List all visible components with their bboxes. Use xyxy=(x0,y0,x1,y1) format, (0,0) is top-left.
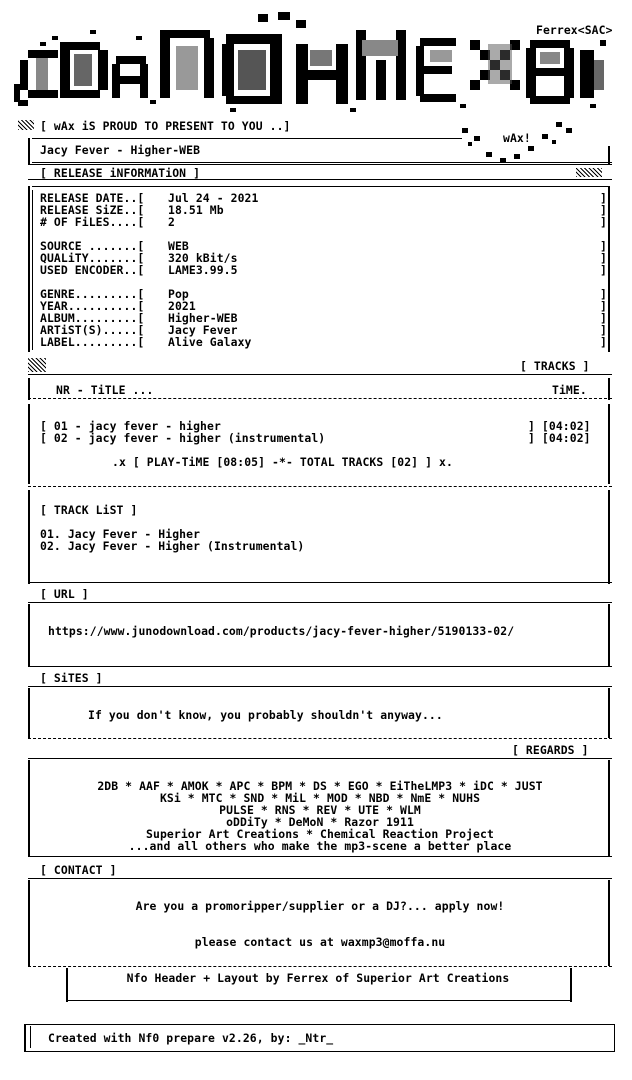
col-time-header: TiME. xyxy=(552,383,587,397)
tracklist-item: 01. Jacy Fever - Higher xyxy=(40,527,201,541)
info-value: Jul 24 - 2021 xyxy=(168,191,259,205)
info-value: WEB xyxy=(168,239,189,253)
info-key: QUALiTY.......[ xyxy=(40,251,145,265)
info-value: 2 xyxy=(168,215,175,229)
playtime-summary: .x [ PLAY-TiME [08:05] -*- TOTAL TRACKS [02] ] x. xyxy=(112,455,453,469)
release-url-link[interactable]: https://www.junodownload.com/products/jacy-fever-higher/5190133-02/ xyxy=(48,624,515,638)
info-value: Alive Galaxy xyxy=(168,335,252,349)
regards-line: KSi * MTC * SND * MiL * MOD * NBD * NmE * NUHS xyxy=(159,791,481,805)
track-row-2-time: ] [04:02] xyxy=(528,431,591,445)
regards-line: 2DB * AAF * AMOK * APC * BPM * DS * EGO * EiTheLMP3 * iDC * JUST xyxy=(97,779,543,793)
tracklist-item: 02. Jacy Fever - Higher (Instrumental) xyxy=(40,539,305,553)
info-key: YEAR..........[ xyxy=(40,299,145,313)
info-bracket: ] xyxy=(600,323,607,337)
right-rail xyxy=(608,688,610,738)
layout-credit: Nfo Header + Layout by Ferrex of Superior Art Creations xyxy=(126,971,510,985)
wax-tag: wAx! xyxy=(503,131,531,145)
left-rail xyxy=(28,880,30,966)
left-rail xyxy=(28,760,30,856)
rule xyxy=(28,966,612,967)
right-rail xyxy=(608,146,610,164)
hatch-decoration xyxy=(576,168,602,177)
presents-line: [ wAx iS PROUD TO PRESENT TO YOU ..] xyxy=(40,119,291,133)
track-row-1-time: ] [04:02] xyxy=(528,419,591,433)
url-label: [ URL ] xyxy=(40,587,89,601)
info-key: USED ENCODER..[ xyxy=(40,263,145,277)
right-rail xyxy=(608,490,610,584)
left-rail xyxy=(28,604,30,666)
info-value: Pop xyxy=(168,287,189,301)
left-rail xyxy=(28,688,30,738)
info-value: 2021 xyxy=(168,299,196,313)
track-row-1: [ 01 - jacy fever - higher xyxy=(40,419,221,433)
info-bracket: ] xyxy=(600,239,607,253)
info-value: Higher-WEB xyxy=(168,311,238,325)
col-title-header: NR - TiTLE ... xyxy=(56,383,154,397)
rule xyxy=(28,878,612,879)
track-row-2: [ 02 - jacy fever - higher (instrumental) xyxy=(40,431,326,445)
contact-email[interactable]: please contact us at waxmp3@moffa.nu xyxy=(194,935,446,949)
info-value: Jacy Fever xyxy=(168,323,238,337)
info-key: SOURCE .......[ xyxy=(40,239,145,253)
right-rail xyxy=(608,604,610,666)
right-rail xyxy=(608,378,610,400)
left-rail xyxy=(28,186,30,352)
right-rail xyxy=(608,880,610,966)
left-rail xyxy=(28,378,30,400)
contact-label: [ CONTACT ] xyxy=(40,863,117,877)
info-key: ALBUM.........[ xyxy=(40,311,145,325)
info-key: ARTiST(S).....[ xyxy=(40,323,145,337)
info-bracket: ] xyxy=(600,335,607,349)
regards-line: Superior Art Creations * Chemical Reaction Project xyxy=(146,827,494,841)
regards-line: oDDiTy * DeMoN * Razor 1911 xyxy=(226,815,414,829)
hatch-decoration xyxy=(28,358,46,372)
info-key: # OF FiLES....[ xyxy=(40,215,145,229)
info-key: GENRE.........[ xyxy=(40,287,145,301)
contact-question: Are you a promoripper/supplier or a DJ?... apply now! xyxy=(135,899,505,913)
info-bracket: ] xyxy=(600,287,607,301)
rule xyxy=(28,582,612,583)
rule xyxy=(28,374,612,375)
info-bracket: ] xyxy=(600,311,607,325)
left-rail xyxy=(28,404,30,484)
rule xyxy=(28,856,612,857)
rule xyxy=(28,738,612,739)
rule xyxy=(28,602,612,603)
info-bracket: ] xyxy=(600,215,607,229)
left-rail-inner xyxy=(32,190,33,350)
left-rail xyxy=(28,138,30,164)
info-value: 320 kBit/s xyxy=(168,251,238,265)
info-bracket: ] xyxy=(600,203,607,217)
info-bracket: ] xyxy=(600,299,607,313)
hatch-decoration xyxy=(18,120,34,130)
rule xyxy=(68,1000,570,1001)
info-bracket: ] xyxy=(600,191,607,205)
info-bracket: ] xyxy=(600,251,607,265)
rule xyxy=(28,758,612,759)
regards-line: ...and all others who make the mp3-scene a better place xyxy=(128,839,512,853)
right-rail xyxy=(608,186,610,352)
info-value: 18.51 Mb xyxy=(168,203,224,217)
right-rail xyxy=(570,968,572,1002)
release-title: Jacy Fever - Higher-WEB xyxy=(40,143,201,157)
ferrex-credit: Ferrex<SAC> xyxy=(536,23,613,37)
release-info-label: [ RELEASE iNFORMATiON ] xyxy=(40,166,201,180)
right-rail xyxy=(608,760,610,856)
info-key: RELEASE DATE..[ xyxy=(40,191,145,205)
tracklist-label: [ TRACK LiST ] xyxy=(40,503,138,517)
regards-label: [ REGARDS ] xyxy=(512,743,589,757)
created-with-text: Created with Nf0 prepare v2.26, by: _Ntr_ xyxy=(48,1031,334,1045)
info-key: RELEASE SiZE..[ xyxy=(40,203,145,217)
rule xyxy=(32,186,610,187)
rule xyxy=(28,398,612,399)
right-rail xyxy=(608,404,610,484)
left-rail xyxy=(28,490,30,584)
rule xyxy=(28,666,612,667)
rule xyxy=(28,686,612,687)
regards-line: PULSE * RNS * REV * UTE * WLM xyxy=(219,803,421,817)
sites-text: If you don't know, you probably shouldn't anyway... xyxy=(88,708,443,722)
rule xyxy=(32,138,462,139)
tracks-label: [ TRACKS ] xyxy=(520,359,590,373)
left-rail-inner xyxy=(30,1026,31,1048)
info-key: LABEL.........[ xyxy=(40,335,145,349)
rule xyxy=(28,486,612,487)
sites-label: [ SiTES ] xyxy=(40,671,103,685)
rule xyxy=(32,162,612,163)
info-value: LAME3.99.5 xyxy=(168,263,238,277)
info-bracket: ] xyxy=(600,263,607,277)
